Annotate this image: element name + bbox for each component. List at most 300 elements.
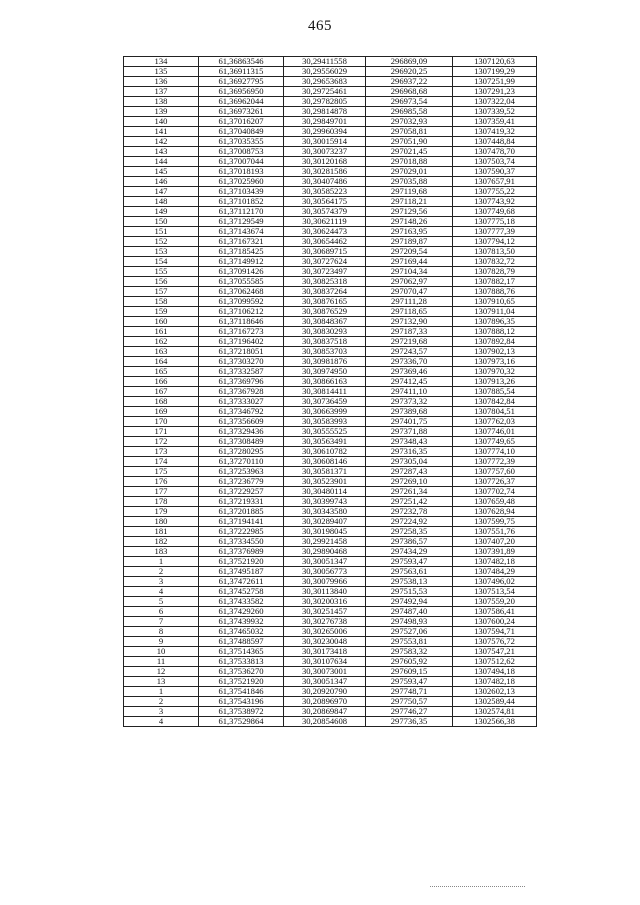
table-row bbox=[124, 377, 537, 387]
table-row bbox=[124, 87, 537, 97]
longitude-cell: 30,30610782 bbox=[284, 447, 366, 457]
longitude-cell: 30,30265006 bbox=[284, 627, 366, 637]
x-coordinate-cell: 297369,46 bbox=[366, 367, 453, 377]
x-coordinate-cell: 297169,44 bbox=[366, 257, 453, 267]
table-row bbox=[124, 217, 537, 227]
longitude-cell: 30,30276738 bbox=[284, 617, 366, 627]
latitude-cell: 61,37103439 bbox=[199, 187, 284, 197]
longitude-cell: 30,30289407 bbox=[284, 517, 366, 527]
y-coordinate-cell: 1307482,18 bbox=[453, 557, 537, 567]
longitude-cell: 30,30876529 bbox=[284, 307, 366, 317]
point-number-cell: 179 bbox=[124, 507, 199, 517]
y-coordinate-cell: 1307512,62 bbox=[453, 657, 537, 667]
coordinates-table-body bbox=[124, 57, 537, 727]
latitude-cell: 61,37369796 bbox=[199, 377, 284, 387]
point-number-cell: 157 bbox=[124, 287, 199, 297]
point-number-cell: 4 bbox=[124, 587, 199, 597]
table-row bbox=[124, 177, 537, 187]
longitude-cell: 30,30343580 bbox=[284, 507, 366, 517]
point-number-cell: 138 bbox=[124, 97, 199, 107]
table-row bbox=[124, 267, 537, 277]
y-coordinate-cell: 1307482,18 bbox=[453, 677, 537, 687]
longitude-cell: 30,30608146 bbox=[284, 457, 366, 467]
longitude-cell: 30,30198045 bbox=[284, 527, 366, 537]
longitude-cell: 30,29849701 bbox=[284, 117, 366, 127]
longitude-cell: 30,30399743 bbox=[284, 497, 366, 507]
table-row bbox=[124, 547, 537, 557]
longitude-cell: 30,30837264 bbox=[284, 287, 366, 297]
x-coordinate-cell: 297187,33 bbox=[366, 327, 453, 337]
latitude-cell: 61,37514365 bbox=[199, 647, 284, 657]
latitude-cell: 61,37018193 bbox=[199, 167, 284, 177]
point-number-cell: 9 bbox=[124, 637, 199, 647]
point-number-cell: 166 bbox=[124, 377, 199, 387]
latitude-cell: 61,37521920 bbox=[199, 557, 284, 567]
latitude-cell: 61,37356609 bbox=[199, 417, 284, 427]
point-number-cell: 169 bbox=[124, 407, 199, 417]
longitude-cell: 30,30981876 bbox=[284, 357, 366, 367]
longitude-cell: 30,30051347 bbox=[284, 557, 366, 567]
x-coordinate-cell: 297316,35 bbox=[366, 447, 453, 457]
y-coordinate-cell: 1307772,39 bbox=[453, 457, 537, 467]
x-coordinate-cell: 297287,43 bbox=[366, 467, 453, 477]
latitude-cell: 61,37219331 bbox=[199, 497, 284, 507]
longitude-cell: 30,30073001 bbox=[284, 667, 366, 677]
y-coordinate-cell: 1307902,13 bbox=[453, 347, 537, 357]
y-coordinate-cell: 1307804,51 bbox=[453, 407, 537, 417]
table-row bbox=[124, 187, 537, 197]
y-coordinate-cell: 1307970,32 bbox=[453, 367, 537, 377]
y-coordinate-cell: 1307551,76 bbox=[453, 527, 537, 537]
longitude-cell: 30,30837518 bbox=[284, 337, 366, 347]
y-coordinate-cell: 1307657,91 bbox=[453, 177, 537, 187]
x-coordinate-cell: 297118,65 bbox=[366, 307, 453, 317]
table-row bbox=[124, 317, 537, 327]
latitude-cell: 61,37167321 bbox=[199, 237, 284, 247]
y-coordinate-cell: 1307419,32 bbox=[453, 127, 537, 137]
latitude-cell: 61,37143674 bbox=[199, 227, 284, 237]
longitude-cell: 30,30079966 bbox=[284, 577, 366, 587]
x-coordinate-cell: 297527,06 bbox=[366, 627, 453, 637]
x-coordinate-cell: 297609,15 bbox=[366, 667, 453, 677]
latitude-cell: 61,37106212 bbox=[199, 307, 284, 317]
latitude-cell: 61,37253963 bbox=[199, 467, 284, 477]
latitude-cell: 61,37439932 bbox=[199, 617, 284, 627]
table-row bbox=[124, 697, 537, 707]
longitude-cell: 30,30723497 bbox=[284, 267, 366, 277]
y-coordinate-cell: 1307888,76 bbox=[453, 287, 537, 297]
longitude-cell: 30,30689715 bbox=[284, 247, 366, 257]
longitude-cell: 30,20869847 bbox=[284, 707, 366, 717]
longitude-cell: 30,20920790 bbox=[284, 687, 366, 697]
latitude-cell: 61,37495187 bbox=[199, 567, 284, 577]
table-row bbox=[124, 557, 537, 567]
table-row bbox=[124, 587, 537, 597]
point-number-cell: 156 bbox=[124, 277, 199, 287]
x-coordinate-cell: 296973,54 bbox=[366, 97, 453, 107]
point-number-cell: 141 bbox=[124, 127, 199, 137]
longitude-cell: 30,30563491 bbox=[284, 437, 366, 447]
table-row bbox=[124, 357, 537, 367]
table-row bbox=[124, 427, 537, 437]
table-row bbox=[124, 407, 537, 417]
latitude-cell: 61,37062468 bbox=[199, 287, 284, 297]
point-number-cell: 176 bbox=[124, 477, 199, 487]
y-coordinate-cell: 1307774,10 bbox=[453, 447, 537, 457]
x-coordinate-cell: 297538,13 bbox=[366, 577, 453, 587]
y-coordinate-cell: 1307762,03 bbox=[453, 417, 537, 427]
latitude-cell: 61,37541846 bbox=[199, 687, 284, 697]
y-coordinate-cell: 1307813,50 bbox=[453, 247, 537, 257]
table-row bbox=[124, 127, 537, 137]
longitude-cell: 30,30624473 bbox=[284, 227, 366, 237]
x-coordinate-cell: 297032,93 bbox=[366, 117, 453, 127]
y-coordinate-cell: 1307484,29 bbox=[453, 567, 537, 577]
x-coordinate-cell: 297051,90 bbox=[366, 137, 453, 147]
y-coordinate-cell: 1307702,74 bbox=[453, 487, 537, 497]
longitude-cell: 30,30523901 bbox=[284, 477, 366, 487]
y-coordinate-cell: 1307755,22 bbox=[453, 187, 537, 197]
latitude-cell: 61,37185425 bbox=[199, 247, 284, 257]
latitude-cell: 61,36956950 bbox=[199, 87, 284, 97]
latitude-cell: 61,37099592 bbox=[199, 297, 284, 307]
point-number-cell: 182 bbox=[124, 537, 199, 547]
point-number-cell: 159 bbox=[124, 307, 199, 317]
table-row bbox=[124, 257, 537, 267]
longitude-cell: 30,30583993 bbox=[284, 417, 366, 427]
y-coordinate-cell: 1307842,84 bbox=[453, 397, 537, 407]
latitude-cell: 61,37472611 bbox=[199, 577, 284, 587]
longitude-cell: 30,29653683 bbox=[284, 77, 366, 87]
coordinates-table bbox=[123, 56, 537, 727]
table-row bbox=[124, 527, 537, 537]
x-coordinate-cell: 297209,54 bbox=[366, 247, 453, 257]
latitude-cell: 61,37025960 bbox=[199, 177, 284, 187]
y-coordinate-cell: 1307743,92 bbox=[453, 197, 537, 207]
x-coordinate-cell: 297163,95 bbox=[366, 227, 453, 237]
table-row bbox=[124, 437, 537, 447]
table-row bbox=[124, 307, 537, 317]
table-row bbox=[124, 287, 537, 297]
y-coordinate-cell: 1307896,35 bbox=[453, 317, 537, 327]
y-coordinate-cell: 1302602,13 bbox=[453, 687, 537, 697]
longitude-cell: 30,30113840 bbox=[284, 587, 366, 597]
point-number-cell: 167 bbox=[124, 387, 199, 397]
table-row bbox=[124, 327, 537, 337]
longitude-cell: 30,30581371 bbox=[284, 467, 366, 477]
latitude-cell: 61,37118646 bbox=[199, 317, 284, 327]
y-coordinate-cell: 1307120,63 bbox=[453, 57, 537, 67]
latitude-cell: 61,37332587 bbox=[199, 367, 284, 377]
latitude-cell: 61,37376989 bbox=[199, 547, 284, 557]
y-coordinate-cell: 1307910,65 bbox=[453, 297, 537, 307]
point-number-cell: 3 bbox=[124, 577, 199, 587]
y-coordinate-cell: 1307828,79 bbox=[453, 267, 537, 277]
table-row bbox=[124, 447, 537, 457]
point-number-cell: 7 bbox=[124, 617, 199, 627]
table-row bbox=[124, 417, 537, 427]
table-row bbox=[124, 77, 537, 87]
latitude-cell: 61,37270110 bbox=[199, 457, 284, 467]
y-coordinate-cell: 1307590,37 bbox=[453, 167, 537, 177]
longitude-cell: 30,30407486 bbox=[284, 177, 366, 187]
y-coordinate-cell: 1307599,75 bbox=[453, 517, 537, 527]
longitude-cell: 30,30107634 bbox=[284, 657, 366, 667]
table-row bbox=[124, 97, 537, 107]
y-coordinate-cell: 1307407,20 bbox=[453, 537, 537, 547]
x-coordinate-cell: 297035,88 bbox=[366, 177, 453, 187]
table-row bbox=[124, 277, 537, 287]
x-coordinate-cell: 297736,35 bbox=[366, 717, 453, 727]
x-coordinate-cell: 297119,68 bbox=[366, 187, 453, 197]
x-coordinate-cell: 297104,34 bbox=[366, 267, 453, 277]
point-number-cell: 12 bbox=[124, 667, 199, 677]
longitude-cell: 30,30073237 bbox=[284, 147, 366, 157]
latitude-cell: 61,37236779 bbox=[199, 477, 284, 487]
point-number-cell: 3 bbox=[124, 707, 199, 717]
point-number-cell: 171 bbox=[124, 427, 199, 437]
latitude-cell: 61,37429260 bbox=[199, 607, 284, 617]
page-number: 465 bbox=[308, 18, 332, 34]
latitude-cell: 61,37194141 bbox=[199, 517, 284, 527]
longitude-cell: 30,30051347 bbox=[284, 677, 366, 687]
latitude-cell: 61,37129549 bbox=[199, 217, 284, 227]
y-coordinate-cell: 1307749,65 bbox=[453, 437, 537, 447]
table-row bbox=[124, 487, 537, 497]
point-number-cell: 165 bbox=[124, 367, 199, 377]
point-number-cell: 183 bbox=[124, 547, 199, 557]
y-coordinate-cell: 1307513,54 bbox=[453, 587, 537, 597]
latitude-cell: 61,37521920 bbox=[199, 677, 284, 687]
table-row bbox=[124, 637, 537, 647]
longitude-cell: 30,30555525 bbox=[284, 427, 366, 437]
table-row bbox=[124, 647, 537, 657]
point-number-cell: 13 bbox=[124, 677, 199, 687]
table-row bbox=[124, 657, 537, 667]
latitude-cell: 61,36911315 bbox=[199, 67, 284, 77]
longitude-cell: 30,30200316 bbox=[284, 597, 366, 607]
y-coordinate-cell: 1307757,60 bbox=[453, 467, 537, 477]
y-coordinate-cell: 1302589,44 bbox=[453, 697, 537, 707]
point-number-cell: 155 bbox=[124, 267, 199, 277]
table-row bbox=[124, 677, 537, 687]
x-coordinate-cell: 297750,57 bbox=[366, 697, 453, 707]
table-row bbox=[124, 107, 537, 117]
table-row bbox=[124, 337, 537, 347]
table-row bbox=[124, 457, 537, 467]
longitude-cell: 30,29411558 bbox=[284, 57, 366, 67]
x-coordinate-cell: 297411,10 bbox=[366, 387, 453, 397]
x-coordinate-cell: 297258,35 bbox=[366, 527, 453, 537]
point-number-cell: 149 bbox=[124, 207, 199, 217]
y-coordinate-cell: 1307794,12 bbox=[453, 237, 537, 247]
x-coordinate-cell: 296985,58 bbox=[366, 107, 453, 117]
x-coordinate-cell: 297498,93 bbox=[366, 617, 453, 627]
longitude-cell: 30,29921458 bbox=[284, 537, 366, 547]
x-coordinate-cell: 297515,53 bbox=[366, 587, 453, 597]
point-number-cell: 175 bbox=[124, 467, 199, 477]
point-number-cell: 178 bbox=[124, 497, 199, 507]
y-coordinate-cell: 1307594,71 bbox=[453, 627, 537, 637]
latitude-cell: 61,37334550 bbox=[199, 537, 284, 547]
point-number-cell: 1 bbox=[124, 687, 199, 697]
y-coordinate-cell: 1307775,18 bbox=[453, 217, 537, 227]
table-row bbox=[124, 367, 537, 377]
x-coordinate-cell: 297412,45 bbox=[366, 377, 453, 387]
point-number-cell: 2 bbox=[124, 567, 199, 577]
y-coordinate-cell: 1307576,72 bbox=[453, 637, 537, 647]
y-coordinate-cell: 1307496,02 bbox=[453, 577, 537, 587]
point-number-cell: 174 bbox=[124, 457, 199, 467]
latitude-cell: 61,37167273 bbox=[199, 327, 284, 337]
table-row bbox=[124, 247, 537, 257]
latitude-cell: 61,37533813 bbox=[199, 657, 284, 667]
table-row bbox=[124, 667, 537, 677]
y-coordinate-cell: 1307547,21 bbox=[453, 647, 537, 657]
longitude-cell: 30,20854608 bbox=[284, 717, 366, 727]
latitude-cell: 61,37222985 bbox=[199, 527, 284, 537]
x-coordinate-cell: 297305,04 bbox=[366, 457, 453, 467]
table-row bbox=[124, 137, 537, 147]
point-number-cell: 8 bbox=[124, 627, 199, 637]
x-coordinate-cell: 297021,45 bbox=[366, 147, 453, 157]
point-number-cell: 163 bbox=[124, 347, 199, 357]
table-row bbox=[124, 167, 537, 177]
longitude-cell: 30,29556029 bbox=[284, 67, 366, 77]
latitude-cell: 61,37040849 bbox=[199, 127, 284, 137]
point-number-cell: 170 bbox=[124, 417, 199, 427]
y-coordinate-cell: 1302574,81 bbox=[453, 707, 537, 717]
table-row bbox=[124, 387, 537, 397]
x-coordinate-cell: 297605,92 bbox=[366, 657, 453, 667]
y-coordinate-cell: 1307888,12 bbox=[453, 327, 537, 337]
y-coordinate-cell: 1307832,72 bbox=[453, 257, 537, 267]
y-coordinate-cell: 1307726,37 bbox=[453, 477, 537, 487]
y-coordinate-cell: 1307885,54 bbox=[453, 387, 537, 397]
longitude-cell: 30,30825318 bbox=[284, 277, 366, 287]
x-coordinate-cell: 297593,47 bbox=[366, 677, 453, 687]
point-number-cell: 137 bbox=[124, 87, 199, 97]
y-coordinate-cell: 1307291,23 bbox=[453, 87, 537, 97]
y-coordinate-cell: 1307913,26 bbox=[453, 377, 537, 387]
point-number-cell: 172 bbox=[124, 437, 199, 447]
point-number-cell: 147 bbox=[124, 187, 199, 197]
x-coordinate-cell: 297563,61 bbox=[366, 567, 453, 577]
latitude-cell: 61,37536270 bbox=[199, 667, 284, 677]
longitude-cell: 30,30974950 bbox=[284, 367, 366, 377]
y-coordinate-cell: 1307251,99 bbox=[453, 77, 537, 87]
table-row bbox=[124, 297, 537, 307]
y-coordinate-cell: 1307882,17 bbox=[453, 277, 537, 287]
longitude-cell: 30,30251457 bbox=[284, 607, 366, 617]
table-row bbox=[124, 197, 537, 207]
latitude-cell: 61,37091426 bbox=[199, 267, 284, 277]
point-number-cell: 5 bbox=[124, 597, 199, 607]
point-number-cell: 180 bbox=[124, 517, 199, 527]
table-row bbox=[124, 627, 537, 637]
latitude-cell: 61,37035355 bbox=[199, 137, 284, 147]
point-number-cell: 164 bbox=[124, 357, 199, 367]
x-coordinate-cell: 297553,81 bbox=[366, 637, 453, 647]
y-coordinate-cell: 1307892,84 bbox=[453, 337, 537, 347]
y-coordinate-cell: 1307322,04 bbox=[453, 97, 537, 107]
point-number-cell: 160 bbox=[124, 317, 199, 327]
x-coordinate-cell: 297434,29 bbox=[366, 547, 453, 557]
longitude-cell: 30,30866163 bbox=[284, 377, 366, 387]
table-row bbox=[124, 227, 537, 237]
longitude-cell: 30,30281586 bbox=[284, 167, 366, 177]
point-number-cell: 135 bbox=[124, 67, 199, 77]
x-coordinate-cell: 297058,81 bbox=[366, 127, 453, 137]
x-coordinate-cell: 297386,57 bbox=[366, 537, 453, 547]
latitude-cell: 61,37529864 bbox=[199, 717, 284, 727]
latitude-cell: 61,37308489 bbox=[199, 437, 284, 447]
latitude-cell: 61,37101852 bbox=[199, 197, 284, 207]
table-row bbox=[124, 477, 537, 487]
x-coordinate-cell: 296869,09 bbox=[366, 57, 453, 67]
longitude-cell: 30,30564175 bbox=[284, 197, 366, 207]
longitude-cell: 30,30585223 bbox=[284, 187, 366, 197]
point-number-cell: 10 bbox=[124, 647, 199, 657]
point-number-cell: 140 bbox=[124, 117, 199, 127]
longitude-cell: 30,30663999 bbox=[284, 407, 366, 417]
x-coordinate-cell: 297062,97 bbox=[366, 277, 453, 287]
point-number-cell: 151 bbox=[124, 227, 199, 237]
x-coordinate-cell: 297111,28 bbox=[366, 297, 453, 307]
table-row bbox=[124, 567, 537, 577]
x-coordinate-cell: 297189,87 bbox=[366, 237, 453, 247]
table-row bbox=[124, 347, 537, 357]
y-coordinate-cell: 1307746,01 bbox=[453, 427, 537, 437]
x-coordinate-cell: 297118,21 bbox=[366, 197, 453, 207]
latitude-cell: 61,37333027 bbox=[199, 397, 284, 407]
longitude-cell: 30,30056773 bbox=[284, 567, 366, 577]
table-row bbox=[124, 597, 537, 607]
x-coordinate-cell: 296968,68 bbox=[366, 87, 453, 97]
x-coordinate-cell: 297336,70 bbox=[366, 357, 453, 367]
x-coordinate-cell: 297348,43 bbox=[366, 437, 453, 447]
x-coordinate-cell: 297232,78 bbox=[366, 507, 453, 517]
latitude-cell: 61,37433582 bbox=[199, 597, 284, 607]
latitude-cell: 61,36927795 bbox=[199, 77, 284, 87]
point-number-cell: 154 bbox=[124, 257, 199, 267]
table-row bbox=[124, 617, 537, 627]
latitude-cell: 61,37538972 bbox=[199, 707, 284, 717]
longitude-cell: 30,30574379 bbox=[284, 207, 366, 217]
table-row bbox=[124, 707, 537, 717]
x-coordinate-cell: 297746,27 bbox=[366, 707, 453, 717]
point-number-cell: 11 bbox=[124, 657, 199, 667]
table-row bbox=[124, 507, 537, 517]
x-coordinate-cell: 297148,26 bbox=[366, 217, 453, 227]
point-number-cell: 150 bbox=[124, 217, 199, 227]
y-coordinate-cell: 1307478,70 bbox=[453, 147, 537, 157]
table-row bbox=[124, 607, 537, 617]
x-coordinate-cell: 297371,88 bbox=[366, 427, 453, 437]
point-number-cell: 161 bbox=[124, 327, 199, 337]
latitude-cell: 61,37055585 bbox=[199, 277, 284, 287]
y-coordinate-cell: 1307494,18 bbox=[453, 667, 537, 677]
point-number-cell: 158 bbox=[124, 297, 199, 307]
point-number-cell: 144 bbox=[124, 157, 199, 167]
point-number-cell: 146 bbox=[124, 177, 199, 187]
table-row bbox=[124, 577, 537, 587]
latitude-cell: 61,36962044 bbox=[199, 97, 284, 107]
x-coordinate-cell: 297389,68 bbox=[366, 407, 453, 417]
latitude-cell: 61,37346792 bbox=[199, 407, 284, 417]
latitude-cell: 61,36863546 bbox=[199, 57, 284, 67]
x-coordinate-cell: 297243,57 bbox=[366, 347, 453, 357]
